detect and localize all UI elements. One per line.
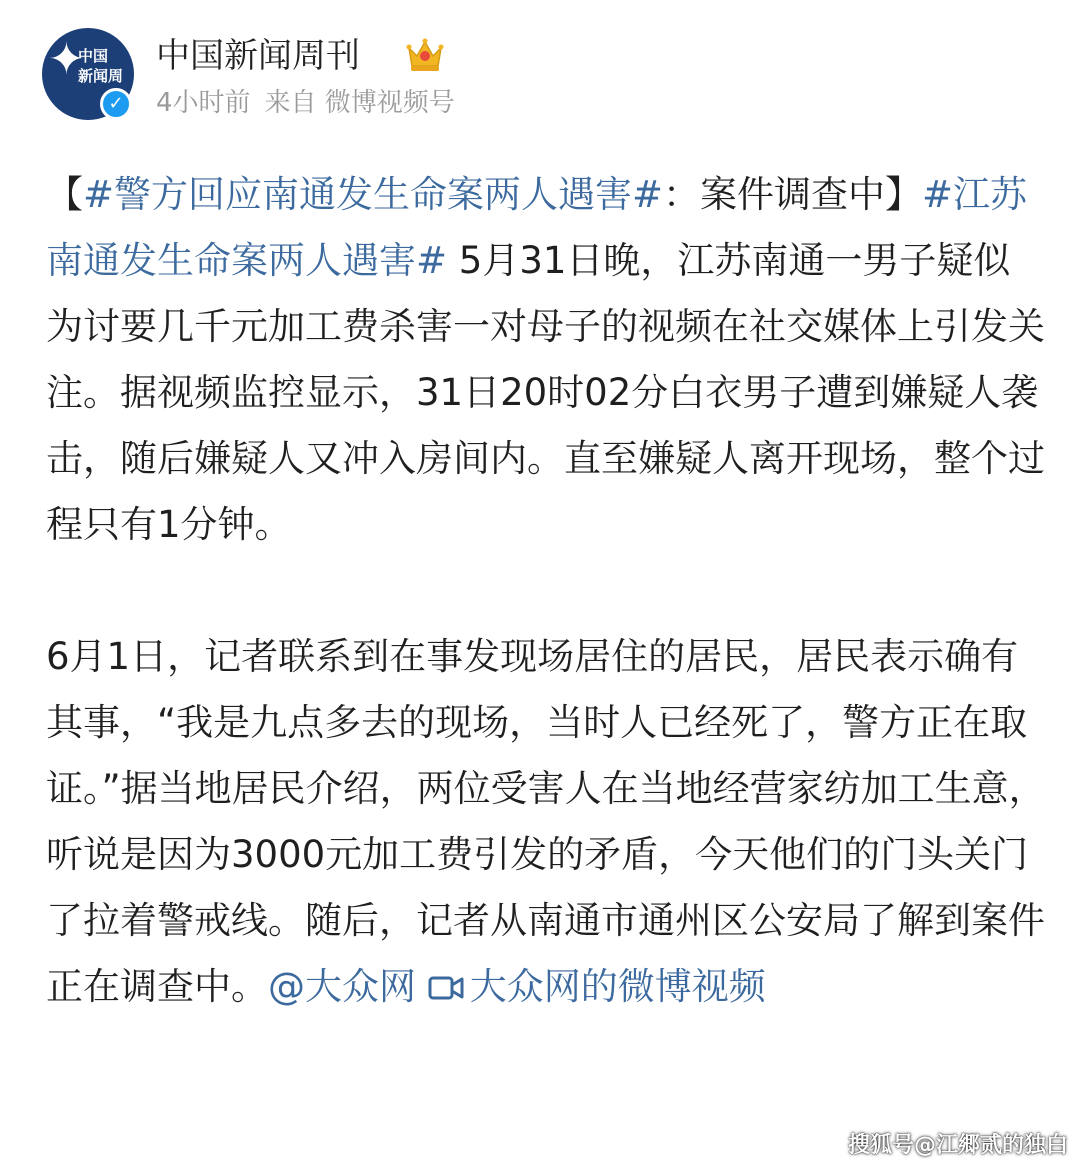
post-content (46, 162, 1046, 1020)
post-time: 4小时前 (156, 88, 251, 118)
video-camera-icon (428, 975, 464, 1001)
post-header (0, 0, 1080, 150)
author-name[interactable]: 中国新闻周刊 (156, 36, 360, 76)
post-meta (156, 84, 455, 122)
post-source[interactable]: 来自 微博视频号 (264, 88, 455, 118)
star-logo-icon: ✦ (48, 34, 85, 85)
title-text: ：案件调查中】 (663, 173, 923, 216)
crown-icon[interactable] (405, 38, 445, 74)
video-link[interactable] (428, 965, 766, 1008)
mention-link[interactable]: @大众网 (268, 965, 416, 1008)
body-text: 6月1日，记者联系到在事发现场居住的居民，居民表示确有其事，“我是九点多去的现场，当时人已经死了，警方正在取证。”据当地居民介绍，两位受害人在当地经营家纺加工生意，听说是因为3000元加工费引发的矛盾，今天他们的门头关门了拉着警戒线。随后，记者从南通市通州区公安局了解到案件正在调查中。 (46, 635, 1046, 1008)
bracket-open: 【 (46, 173, 83, 216)
avatar-logo-text: 中国 新闻周 (78, 47, 124, 85)
hashtag-link[interactable]: #警方回应南通发生命案两人遇害# (83, 173, 664, 216)
watermark: 搜狐号@江郷贰的独白 (847, 1133, 1068, 1158)
body-text: 5月31日晚，江苏南通一男子疑似为讨要几千元加工费杀害一对母子的视频在社交媒体上引发关注。据视频监控显示，31日20时02分白衣男子遭到嫌疑人袭击，随后嫌疑人又冲入房间内。直至嫌疑人离开现场，整个过程只有1分钟。 (46, 239, 1045, 546)
paragraph-1 (46, 162, 1046, 558)
paragraph-2 (46, 624, 1046, 1020)
video-link-label: 大众网的微博视频 (469, 965, 766, 1008)
hashtag-link[interactable]: #江苏南通发生命案两人遇害# (46, 173, 1028, 282)
verified-badge-icon: ✓ (100, 88, 132, 120)
